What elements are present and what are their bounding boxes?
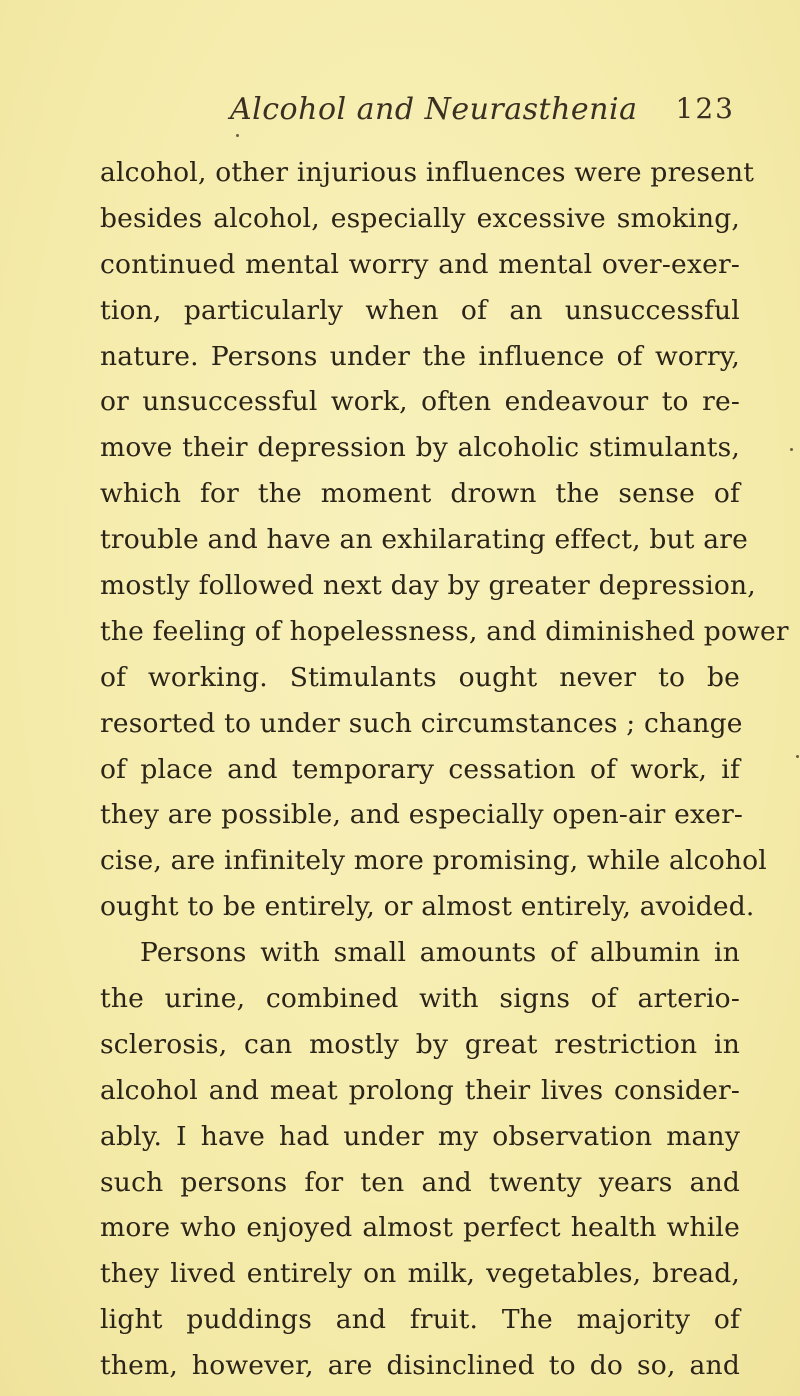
running-title: Alcohol and Neurasthenia [230, 92, 638, 127]
text-line: they lived entirely on milk, vegetables, bread, [100, 1258, 740, 1290]
text-line: mostly followed next day by greater depression, [100, 570, 756, 602]
margin-speck [790, 448, 793, 451]
text-line: such persons for ten and twenty years and [100, 1166, 740, 1198]
text-line: light puddings and fruit. The majority of [100, 1304, 740, 1336]
text-line: resorted to under such circumstances ; change [100, 707, 743, 739]
body-text [100, 150, 789, 1389]
text-line: cise, are infinitely more promising, while alcohol [100, 845, 767, 877]
text-line: of place and temporary cessation of work, if [100, 753, 740, 785]
text-line: alcohol and meat prolong their lives consider- [100, 1074, 740, 1106]
text-line: continued mental worry and mental over-exer- [100, 248, 740, 280]
margin-speck [796, 755, 799, 758]
paragraph-start-line: Persons with small amounts of albumin in [140, 937, 740, 969]
text-line: sclerosis, can mostly by great restriction in [100, 1028, 740, 1060]
text-line: the feeling of hopelessness, and diminished power [100, 615, 789, 647]
page-number: 123 [675, 92, 735, 125]
text-line: besides alcohol, especially excessive smoking, [100, 202, 740, 234]
text-line: of working. Stimulants ought never to be [100, 661, 740, 693]
text-line: ought to be entirely, or almost entirely, avoided. [100, 891, 755, 923]
margin-speck [236, 134, 239, 137]
text-line: nature. Persons under the influence of worry, [100, 340, 740, 372]
text-line: alcohol, other injurious influences were present [100, 157, 755, 188]
text-line: the urine, combined with signs of arterio- [100, 983, 740, 1015]
text-line: they are possible, and especially open-air exer- [100, 799, 744, 831]
text-line: move their depression by alcoholic stimulants, [100, 432, 740, 464]
text-line: or unsuccessful work, often endeavour to re- [100, 386, 740, 418]
text-line: trouble and have an exhilarating effect, but are [100, 524, 749, 556]
text-line: tion, particularly when of an unsuccessful [100, 294, 740, 326]
text-line: them, however, are disinclined to do so, and [100, 1350, 740, 1382]
text-line: more who enjoyed almost perfect health while [100, 1212, 740, 1244]
running-head [100, 92, 740, 132]
text-line: which for the moment drown the sense of [100, 478, 740, 510]
text-line: ably. I have had under my observation many [100, 1120, 740, 1152]
